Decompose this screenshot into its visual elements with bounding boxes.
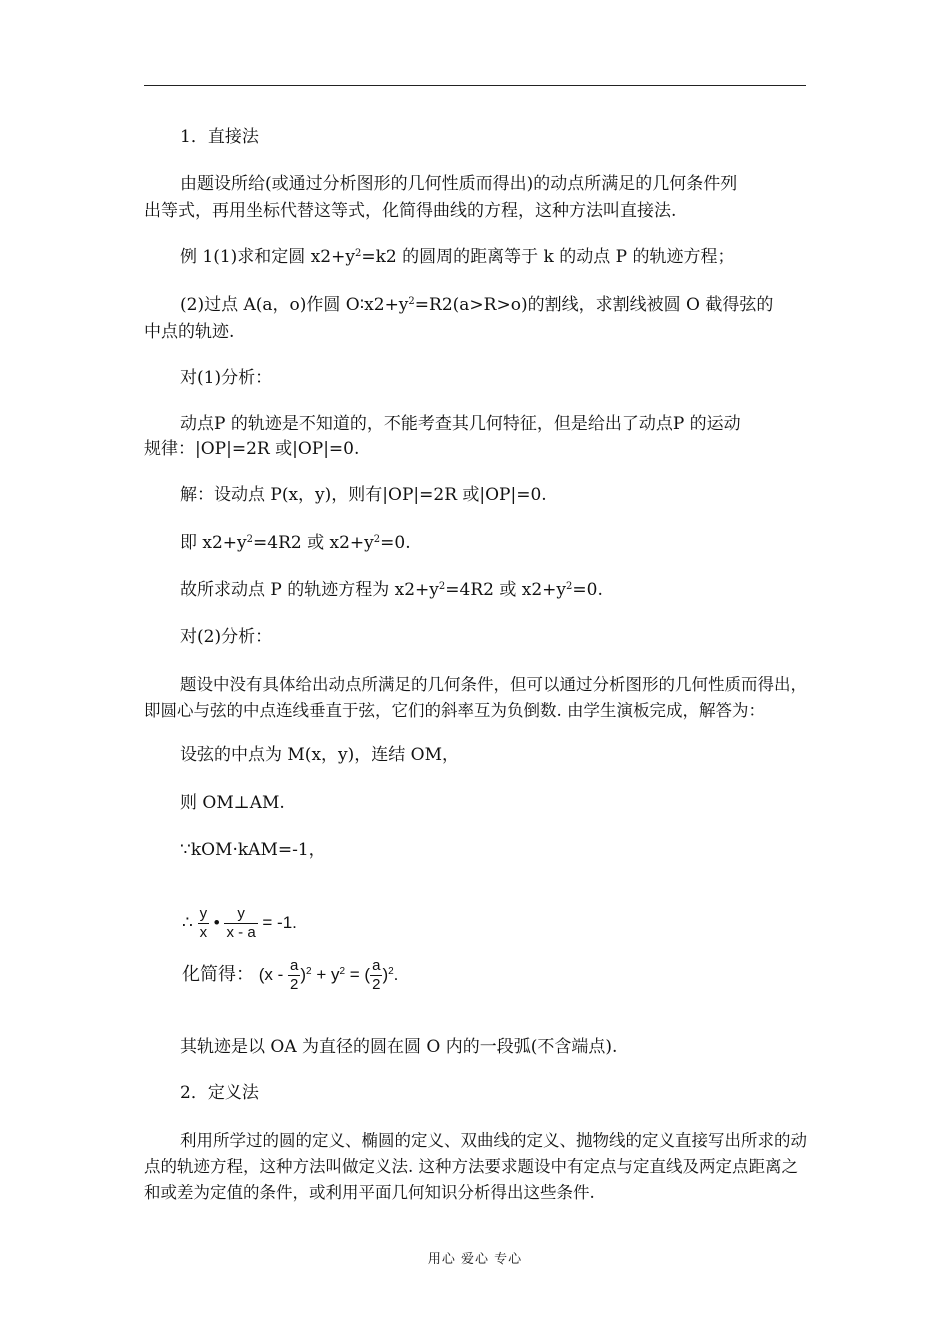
section-2-title-text: 2．定义法 xyxy=(180,1083,259,1103)
step-2-text: 则 OM⊥AM. xyxy=(180,793,285,813)
footer-text: 用心 爱心 专心 xyxy=(427,1252,523,1267)
ex1-a-sup: 2 xyxy=(354,248,362,259)
eq1-rhs: = -1. xyxy=(262,913,297,932)
solution-line-1 xyxy=(144,483,842,508)
example-1-part-2-line-2 xyxy=(144,320,806,345)
analysis-1-line-2-text: 规律：|OP|=2R 或|OP|=0. xyxy=(144,439,360,459)
frac2-den: x - a xyxy=(226,924,256,942)
ex1-a-pre: 例 1(1)求和定圆 x2+y xyxy=(180,247,355,267)
eq2-frac1-den: 2 xyxy=(290,976,299,994)
frac1-den: x xyxy=(199,924,208,942)
solution-line-2 xyxy=(144,531,842,556)
eq2-c: + y xyxy=(316,965,340,984)
sol3-pre: 故所求动点 P 的轨迹方程为 x2+y xyxy=(180,580,439,600)
example-1-part-1 xyxy=(144,245,842,270)
intro-line-1-text: 由题设所给(或通过分析图形的几何性质而得出)的动点所满足的几何条件列 xyxy=(180,174,738,194)
eq2-sup2: 2 xyxy=(339,966,346,977)
eq2-a: (x - xyxy=(258,965,284,984)
conclusion-text: 其轨迹是以 OA 为直径的圆在圆 O 内的一段弧(不含端点). xyxy=(180,1037,618,1057)
dot-operator: • xyxy=(213,913,220,932)
header-rule xyxy=(144,85,806,86)
step-1-text: 设弦的中点为 M(x，y)，连结 OM， xyxy=(180,745,460,765)
section-2-line-1-text: 利用所学过的圆的定义、椭圆的定义、双曲线的定义、抛物线的定义直接写出所求的动 xyxy=(180,1131,807,1150)
fraction-y-over-x xyxy=(198,905,210,942)
solution-line-3 xyxy=(144,578,842,603)
sol2-sup2: 2 xyxy=(373,534,381,545)
frac2-num: y xyxy=(237,905,245,923)
analysis-2-title-text: 对(2)分析： xyxy=(180,627,273,647)
eq2-b: ) xyxy=(300,965,307,984)
eq2-e: ) xyxy=(382,965,389,984)
sol2-sup: 2 xyxy=(246,534,254,545)
analysis-2-line-1 xyxy=(144,672,842,697)
step-1 xyxy=(144,743,842,768)
sol3-sup: 2 xyxy=(438,581,446,592)
ex1-b-pre: (2)过点 A(a，o)作圆 O∶x2+y xyxy=(180,295,409,315)
ex1-a-post: =k2 的圆周的距离等于 k 的动点 P 的轨迹方程； xyxy=(361,247,735,267)
analysis-2-line-2 xyxy=(144,698,806,723)
fraction-a-over-2 xyxy=(288,957,300,994)
equation-1 xyxy=(144,900,844,946)
eq2-frac2-den: 2 xyxy=(372,976,381,994)
analysis-1-line-1-text: 动点P 的轨迹是不知道的，不能考查其几何特征，但是给出了动点P 的运动 xyxy=(180,414,741,434)
eq2-frac2-num: a xyxy=(372,957,381,975)
page-footer xyxy=(0,1248,950,1267)
sol3-sup2: 2 xyxy=(566,581,573,592)
ex1-b-line-2: 中点的轨迹. xyxy=(144,322,235,342)
eq2-sup3: 2 xyxy=(388,966,394,977)
conclusion xyxy=(144,1035,842,1060)
eq2-sup1: 2 xyxy=(306,966,312,977)
solution-line-1-text: 解：设动点 P(x，y)，则有|OP|=2R 或|OP|=0. xyxy=(180,485,547,505)
analysis-1-title-text: 对(1)分析： xyxy=(180,368,273,388)
section-1-title xyxy=(144,125,842,150)
section-2-line-2-text: 点的轨迹方程，这种方法叫做定义法. 这种方法要求题设中有定点与定直线及两定点距离之 xyxy=(144,1157,798,1176)
sol2-post: =0. xyxy=(380,533,411,553)
ex1-b-sup: 2 xyxy=(408,296,415,307)
frac1-num: y xyxy=(199,905,208,923)
eq2-label: 化简得： xyxy=(182,964,254,984)
intro-line-2-text: 出等式，再用坐标代替这等式，化简得曲线的方程，这种方法叫直接法. xyxy=(144,201,677,221)
example-1-part-2-line-1 xyxy=(144,293,842,318)
section-2-line-1 xyxy=(144,1128,842,1153)
eq2-f: . xyxy=(393,965,399,984)
section-2-line-3-text: 和或差为定值的条件，或利用平面几何知识分析得出这些条件. xyxy=(144,1183,595,1202)
analysis-1-line-2 xyxy=(144,437,806,462)
analysis-2-line-1-text: 题设中没有具体给出动点所满足的几何条件，但可以通过分析图形的几何性质而得出， xyxy=(180,675,807,694)
sol2-pre: 即 x2+y xyxy=(180,533,247,553)
analysis-1-title xyxy=(144,366,842,391)
eq2-frac1-num: a xyxy=(290,957,299,975)
section-1-intro-line-2 xyxy=(144,199,806,224)
fraction-y-over-x-minus-a xyxy=(224,905,257,942)
section-2-line-3 xyxy=(144,1180,806,1205)
analysis-1-line-1 xyxy=(144,412,842,437)
section-1-intro-line-1 xyxy=(144,172,842,197)
step-2 xyxy=(144,791,842,816)
sol2-mid: =4R2 或 x2+y xyxy=(253,533,374,553)
eq2-d: = ( xyxy=(349,965,371,984)
analysis-2-title xyxy=(144,625,842,650)
analysis-2-line-2-text: 即圆心与弦的中点连线垂直于弦，它们的斜率互为负倒数. 由学生演板完成，解答为： xyxy=(144,701,765,720)
step-3-text: ∵kOM·kAM=-1， xyxy=(180,840,326,860)
section-2-line-2 xyxy=(144,1154,806,1179)
section-2-title xyxy=(144,1081,842,1106)
sol3-mid: =4R2 或 x2+y xyxy=(445,580,567,600)
fraction-a-over-2-second xyxy=(370,957,382,994)
equation-2 xyxy=(144,951,844,998)
therefore-symbol: ∴ xyxy=(182,913,193,932)
sol3-post: =0. xyxy=(572,580,603,600)
step-3 xyxy=(144,838,842,863)
section-1-title-text: 1．直接法 xyxy=(180,127,259,147)
ex1-b-post: =R2(a>R>o)的割线，求割线被圆 O 截得弦的 xyxy=(414,295,774,315)
